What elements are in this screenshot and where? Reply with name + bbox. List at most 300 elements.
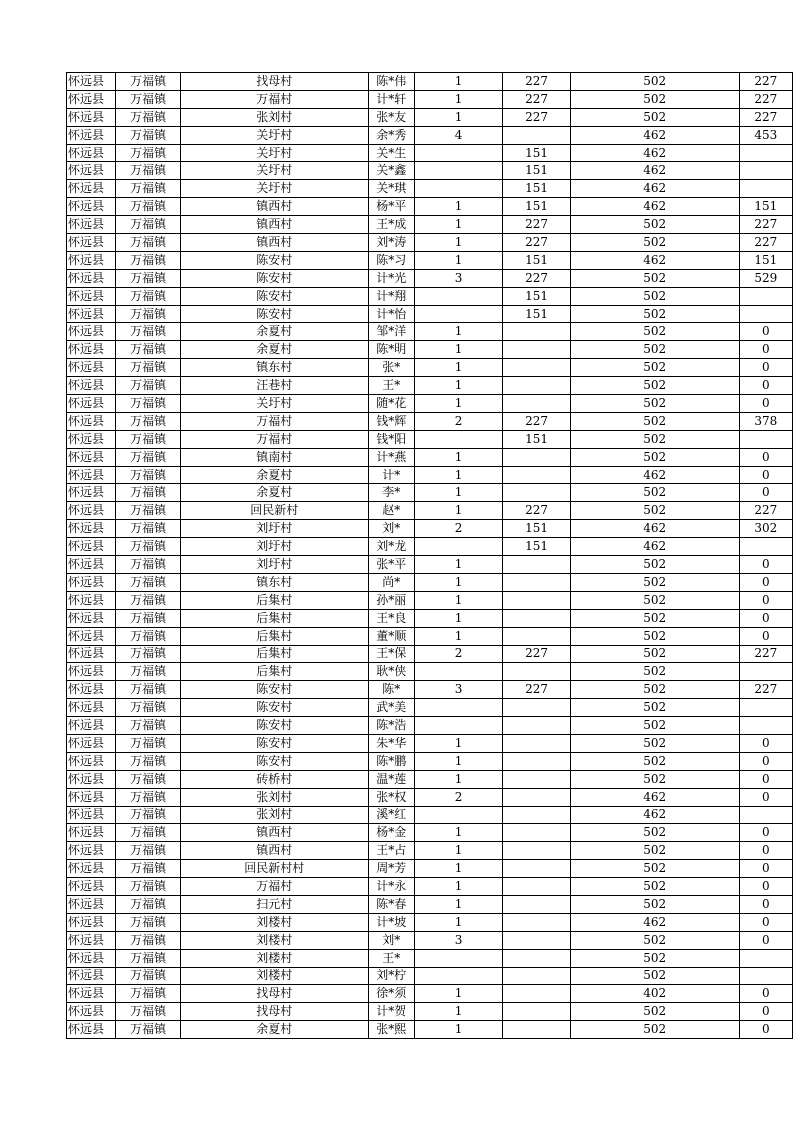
subsidy-cell: 0 [739, 931, 792, 949]
village-cell: 镇西村 [180, 842, 368, 860]
subsidy-cell: 0 [739, 341, 792, 359]
table-row [67, 287, 793, 305]
county-cell: 怀远县 [67, 681, 116, 699]
name-cell: 周*芳 [368, 860, 414, 878]
town-cell: 万福镇 [116, 717, 180, 735]
name-cell: 王*占 [368, 842, 414, 860]
amount-b-cell: 502 [570, 108, 739, 126]
household-count-cell: 2 [414, 645, 502, 663]
town-cell: 万福镇 [116, 788, 180, 806]
village-cell: 找母村 [180, 73, 368, 91]
table-row [67, 144, 793, 162]
town-cell: 万福镇 [116, 556, 180, 574]
amount-b-cell: 462 [570, 198, 739, 216]
amount-a-cell [503, 466, 571, 484]
amount-a-cell [503, 770, 571, 788]
village-cell: 陈安村 [180, 699, 368, 717]
name-cell: 溪*红 [368, 806, 414, 824]
village-cell: 镇东村 [180, 359, 368, 377]
county-cell: 怀远县 [67, 126, 116, 144]
county-cell: 怀远县 [67, 860, 116, 878]
village-cell: 扫元村 [180, 895, 368, 913]
table-row [67, 752, 793, 770]
village-cell: 刘楼村 [180, 931, 368, 949]
table-row [67, 824, 793, 842]
amount-a-cell [503, 448, 571, 466]
household-count-cell: 1 [414, 448, 502, 466]
town-cell: 万福镇 [116, 645, 180, 663]
name-cell: 杨*平 [368, 198, 414, 216]
town-cell: 万福镇 [116, 663, 180, 681]
village-cell: 万福村 [180, 878, 368, 896]
household-count-cell: 1 [414, 913, 502, 931]
village-cell: 陈安村 [180, 269, 368, 287]
amount-a-cell [503, 895, 571, 913]
name-cell: 王*保 [368, 645, 414, 663]
amount-b-cell: 502 [570, 573, 739, 591]
amount-a-cell [503, 609, 571, 627]
table-row [67, 126, 793, 144]
subsidy-cell: 227 [739, 90, 792, 108]
amount-a-cell: 151 [503, 144, 571, 162]
amount-b-cell: 502 [570, 73, 739, 91]
household-count-cell [414, 287, 502, 305]
household-count-cell [414, 305, 502, 323]
village-cell: 回民新村 [180, 502, 368, 520]
name-cell: 张*平 [368, 556, 414, 574]
amount-a-cell: 227 [503, 108, 571, 126]
amount-a-cell [503, 663, 571, 681]
county-cell: 怀远县 [67, 770, 116, 788]
subsidy-cell: 0 [739, 359, 792, 377]
amount-a-cell: 227 [503, 234, 571, 252]
table-row [67, 985, 793, 1003]
county-cell: 怀远县 [67, 90, 116, 108]
amount-a-cell: 227 [503, 73, 571, 91]
household-count-cell: 1 [414, 198, 502, 216]
subsidy-cell: 227 [739, 73, 792, 91]
amount-a-cell: 151 [503, 305, 571, 323]
village-cell: 陈安村 [180, 681, 368, 699]
town-cell: 万福镇 [116, 878, 180, 896]
village-cell: 刘楼村 [180, 967, 368, 985]
town-cell: 万福镇 [116, 842, 180, 860]
amount-b-cell: 502 [570, 234, 739, 252]
name-cell: 陈*习 [368, 251, 414, 269]
household-count-cell: 1 [414, 824, 502, 842]
household-count-cell: 1 [414, 341, 502, 359]
subsidy-cell: 0 [739, 323, 792, 341]
amount-b-cell: 462 [570, 162, 739, 180]
amount-b-cell: 502 [570, 305, 739, 323]
county-cell: 怀远县 [67, 287, 116, 305]
amount-a-cell [503, 359, 571, 377]
county-cell: 怀远县 [67, 484, 116, 502]
household-count-cell: 1 [414, 734, 502, 752]
household-count-cell [414, 699, 502, 717]
subsidy-cell: 0 [739, 627, 792, 645]
amount-a-cell [503, 878, 571, 896]
subsidy-cell: 227 [739, 502, 792, 520]
household-count-cell: 1 [414, 377, 502, 395]
county-cell: 怀远县 [67, 520, 116, 538]
subsidy-cell: 0 [739, 913, 792, 931]
household-count-cell: 2 [414, 412, 502, 430]
village-cell: 张刘村 [180, 806, 368, 824]
village-cell: 镇西村 [180, 824, 368, 842]
household-count-cell [414, 430, 502, 448]
amount-b-cell: 502 [570, 949, 739, 967]
amount-a-cell [503, 860, 571, 878]
household-count-cell: 3 [414, 269, 502, 287]
household-count-cell: 1 [414, 359, 502, 377]
village-cell: 余夏村 [180, 323, 368, 341]
name-cell: 关*琪 [368, 180, 414, 198]
county-cell: 怀远县 [67, 73, 116, 91]
table-row [67, 913, 793, 931]
village-cell: 刘圩村 [180, 520, 368, 538]
amount-a-cell: 227 [503, 645, 571, 663]
county-cell: 怀远县 [67, 341, 116, 359]
table-row [67, 1003, 793, 1021]
subsidy-cell [739, 287, 792, 305]
household-count-cell: 1 [414, 860, 502, 878]
amount-a-cell: 151 [503, 287, 571, 305]
village-cell: 后集村 [180, 663, 368, 681]
household-count-cell: 1 [414, 1003, 502, 1021]
name-cell: 钱*阳 [368, 430, 414, 448]
county-cell: 怀远县 [67, 573, 116, 591]
name-cell: 关*生 [368, 144, 414, 162]
name-cell: 计*贺 [368, 1003, 414, 1021]
table-row [67, 484, 793, 502]
town-cell: 万福镇 [116, 1003, 180, 1021]
table-row [67, 305, 793, 323]
amount-a-cell [503, 824, 571, 842]
town-cell: 万福镇 [116, 234, 180, 252]
table-row [67, 967, 793, 985]
amount-b-cell: 502 [570, 860, 739, 878]
subsidy-cell: 0 [739, 895, 792, 913]
household-count-cell: 1 [414, 842, 502, 860]
name-cell: 计*永 [368, 878, 414, 896]
county-cell: 怀远县 [67, 538, 116, 556]
household-count-cell: 3 [414, 681, 502, 699]
table-row [67, 788, 793, 806]
amount-a-cell: 151 [503, 162, 571, 180]
amount-a-cell [503, 1021, 571, 1039]
amount-a-cell [503, 985, 571, 1003]
table-row [67, 931, 793, 949]
town-cell: 万福镇 [116, 359, 180, 377]
village-cell: 镇西村 [180, 234, 368, 252]
subsidy-cell: 0 [739, 824, 792, 842]
village-cell: 找母村 [180, 1003, 368, 1021]
town-cell: 万福镇 [116, 395, 180, 413]
town-cell: 万福镇 [116, 90, 180, 108]
amount-b-cell: 502 [570, 627, 739, 645]
subsidy-cell: 378 [739, 412, 792, 430]
amount-b-cell: 502 [570, 645, 739, 663]
table-row [67, 234, 793, 252]
county-cell: 怀远县 [67, 377, 116, 395]
household-count-cell: 1 [414, 591, 502, 609]
name-cell: 计*怡 [368, 305, 414, 323]
subsidy-cell: 302 [739, 520, 792, 538]
amount-a-cell [503, 627, 571, 645]
household-count-cell: 1 [414, 752, 502, 770]
table-row [67, 377, 793, 395]
amount-b-cell: 462 [570, 806, 739, 824]
amount-b-cell: 462 [570, 251, 739, 269]
town-cell: 万福镇 [116, 609, 180, 627]
table-row [67, 323, 793, 341]
village-cell: 汪巷村 [180, 377, 368, 395]
amount-a-cell [503, 1003, 571, 1021]
amount-b-cell: 502 [570, 502, 739, 520]
household-count-cell: 1 [414, 395, 502, 413]
name-cell: 孙*丽 [368, 591, 414, 609]
town-cell: 万福镇 [116, 162, 180, 180]
town-cell: 万福镇 [116, 538, 180, 556]
town-cell: 万福镇 [116, 985, 180, 1003]
amount-b-cell: 502 [570, 412, 739, 430]
amount-a-cell: 151 [503, 538, 571, 556]
amount-b-cell: 502 [570, 878, 739, 896]
amount-a-cell: 151 [503, 251, 571, 269]
amount-a-cell [503, 341, 571, 359]
county-cell: 怀远县 [67, 448, 116, 466]
town-cell: 万福镇 [116, 627, 180, 645]
town-cell: 万福镇 [116, 108, 180, 126]
county-cell: 怀远县 [67, 234, 116, 252]
amount-b-cell: 462 [570, 520, 739, 538]
household-count-cell: 3 [414, 931, 502, 949]
amount-b-cell: 462 [570, 538, 739, 556]
household-count-cell: 1 [414, 985, 502, 1003]
table-row [67, 448, 793, 466]
amount-b-cell: 502 [570, 967, 739, 985]
household-count-cell: 1 [414, 251, 502, 269]
amount-b-cell: 502 [570, 609, 739, 627]
town-cell: 万福镇 [116, 198, 180, 216]
village-cell: 余夏村 [180, 341, 368, 359]
amount-b-cell: 502 [570, 556, 739, 574]
county-cell: 怀远县 [67, 216, 116, 234]
county-cell: 怀远县 [67, 913, 116, 931]
amount-a-cell: 151 [503, 520, 571, 538]
household-count-cell [414, 717, 502, 735]
amount-b-cell: 502 [570, 1021, 739, 1039]
village-cell: 找母村 [180, 985, 368, 1003]
county-cell: 怀远县 [67, 609, 116, 627]
table-row [67, 108, 793, 126]
village-cell: 余夏村 [180, 484, 368, 502]
amount-b-cell: 462 [570, 126, 739, 144]
amount-b-cell: 502 [570, 824, 739, 842]
amount-b-cell: 502 [570, 341, 739, 359]
county-cell: 怀远县 [67, 591, 116, 609]
table-row [67, 73, 793, 91]
town-cell: 万福镇 [116, 1021, 180, 1039]
amount-a-cell [503, 913, 571, 931]
town-cell: 万福镇 [116, 591, 180, 609]
county-cell: 怀远县 [67, 502, 116, 520]
amount-a-cell [503, 556, 571, 574]
name-cell: 张*权 [368, 788, 414, 806]
subsidy-cell: 227 [739, 681, 792, 699]
subsidy-cell: 0 [739, 556, 792, 574]
amount-a-cell [503, 699, 571, 717]
household-count-cell: 1 [414, 484, 502, 502]
village-cell: 后集村 [180, 645, 368, 663]
county-cell: 怀远县 [67, 806, 116, 824]
village-cell: 刘楼村 [180, 913, 368, 931]
name-cell: 张*友 [368, 108, 414, 126]
county-cell: 怀远县 [67, 162, 116, 180]
table-row [67, 645, 793, 663]
subsidy-cell [739, 949, 792, 967]
county-cell: 怀远县 [67, 985, 116, 1003]
name-cell: 尚* [368, 573, 414, 591]
name-cell: 李* [368, 484, 414, 502]
county-cell: 怀远县 [67, 734, 116, 752]
table-row [67, 162, 793, 180]
amount-a-cell: 227 [503, 216, 571, 234]
household-count-cell: 2 [414, 788, 502, 806]
name-cell: 陈* [368, 681, 414, 699]
subsidy-cell [739, 305, 792, 323]
table-row [67, 699, 793, 717]
town-cell: 万福镇 [116, 681, 180, 699]
name-cell: 朱*华 [368, 734, 414, 752]
name-cell: 王*成 [368, 216, 414, 234]
household-count-cell [414, 538, 502, 556]
subsidy-cell: 227 [739, 645, 792, 663]
village-cell: 陈安村 [180, 251, 368, 269]
subsidy-cell: 0 [739, 609, 792, 627]
household-count-cell: 1 [414, 627, 502, 645]
name-cell: 刘*龙 [368, 538, 414, 556]
town-cell: 万福镇 [116, 770, 180, 788]
name-cell: 陈*春 [368, 895, 414, 913]
name-cell: 余*秀 [368, 126, 414, 144]
subsidy-cell: 0 [739, 734, 792, 752]
amount-a-cell: 227 [503, 681, 571, 699]
amount-a-cell [503, 788, 571, 806]
town-cell: 万福镇 [116, 967, 180, 985]
amount-a-cell [503, 377, 571, 395]
household-count-cell [414, 967, 502, 985]
table-row [67, 609, 793, 627]
village-cell: 刘圩村 [180, 538, 368, 556]
household-count-cell: 1 [414, 234, 502, 252]
name-cell: 武*美 [368, 699, 414, 717]
subsidy-cell [739, 806, 792, 824]
amount-a-cell [503, 752, 571, 770]
amount-a-cell [503, 734, 571, 752]
amount-a-cell [503, 484, 571, 502]
subsidy-cell: 227 [739, 234, 792, 252]
village-cell: 万福村 [180, 412, 368, 430]
county-cell: 怀远县 [67, 180, 116, 198]
table-row [67, 412, 793, 430]
village-cell: 陈安村 [180, 287, 368, 305]
amount-b-cell: 502 [570, 752, 739, 770]
household-count-cell: 1 [414, 770, 502, 788]
village-cell: 关圩村 [180, 162, 368, 180]
town-cell: 万福镇 [116, 323, 180, 341]
name-cell: 王* [368, 377, 414, 395]
amount-b-cell: 502 [570, 269, 739, 287]
town-cell: 万福镇 [116, 484, 180, 502]
village-cell: 张刘村 [180, 788, 368, 806]
town-cell: 万福镇 [116, 699, 180, 717]
subsidy-cell: 151 [739, 251, 792, 269]
amount-b-cell: 502 [570, 770, 739, 788]
subsidy-cell: 0 [739, 860, 792, 878]
subsidy-cell [739, 180, 792, 198]
table-row [67, 180, 793, 198]
household-count-cell: 1 [414, 73, 502, 91]
table-row [67, 591, 793, 609]
village-cell: 后集村 [180, 591, 368, 609]
subsidy-cell: 529 [739, 269, 792, 287]
table-row [67, 663, 793, 681]
amount-b-cell: 502 [570, 216, 739, 234]
name-cell: 张* [368, 359, 414, 377]
county-cell: 怀远县 [67, 412, 116, 430]
subsidy-cell: 0 [739, 395, 792, 413]
town-cell: 万福镇 [116, 341, 180, 359]
table-row [67, 430, 793, 448]
county-cell: 怀远县 [67, 949, 116, 967]
town-cell: 万福镇 [116, 520, 180, 538]
subsidy-cell: 0 [739, 466, 792, 484]
name-cell: 王*良 [368, 609, 414, 627]
county-cell: 怀远县 [67, 144, 116, 162]
household-count-cell: 4 [414, 126, 502, 144]
town-cell: 万福镇 [116, 144, 180, 162]
subsidy-cell: 0 [739, 752, 792, 770]
amount-b-cell: 502 [570, 931, 739, 949]
table-row [67, 895, 793, 913]
amount-b-cell: 502 [570, 663, 739, 681]
town-cell: 万福镇 [116, 73, 180, 91]
town-cell: 万福镇 [116, 734, 180, 752]
subsidy-cell: 453 [739, 126, 792, 144]
name-cell: 邹*洋 [368, 323, 414, 341]
town-cell: 万福镇 [116, 216, 180, 234]
subsidy-cell: 151 [739, 198, 792, 216]
table-row [67, 466, 793, 484]
village-cell: 镇南村 [180, 448, 368, 466]
village-cell: 余夏村 [180, 1021, 368, 1039]
subsidy-cell: 227 [739, 216, 792, 234]
household-count-cell: 1 [414, 323, 502, 341]
county-cell: 怀远县 [67, 466, 116, 484]
amount-a-cell [503, 573, 571, 591]
amount-b-cell: 502 [570, 895, 739, 913]
name-cell: 计*轩 [368, 90, 414, 108]
subsidy-cell: 0 [739, 484, 792, 502]
amount-b-cell: 502 [570, 359, 739, 377]
name-cell: 刘* [368, 520, 414, 538]
household-count-cell: 1 [414, 90, 502, 108]
amount-b-cell: 502 [570, 377, 739, 395]
subsidy-cell: 0 [739, 842, 792, 860]
amount-b-cell: 462 [570, 466, 739, 484]
